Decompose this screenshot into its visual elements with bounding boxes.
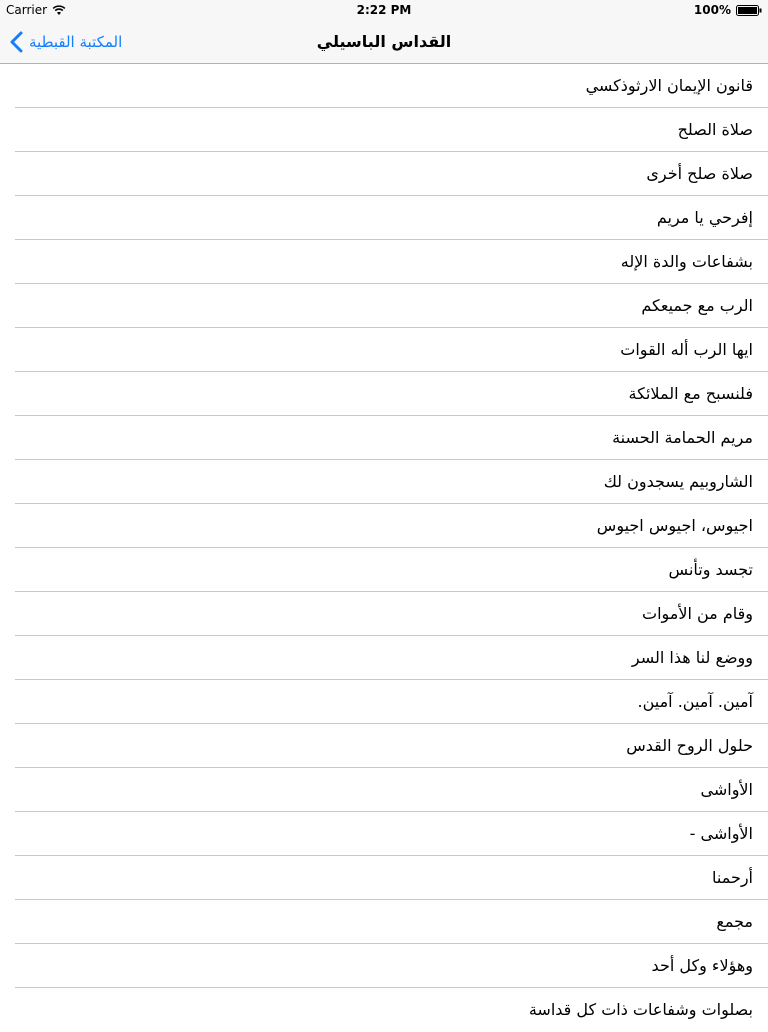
list-item[interactable] [0, 372, 768, 416]
list-item[interactable] [0, 548, 768, 592]
list-item-label: ووضع لنا هذا السر [631, 648, 753, 667]
list-item[interactable] [0, 284, 768, 328]
list-item-label: وهؤلاء وكل أحد [651, 956, 753, 975]
list-item-label: الأواشى [700, 780, 753, 799]
prayer-list [0, 64, 768, 1032]
list-item[interactable] [0, 900, 768, 944]
list-item[interactable] [0, 240, 768, 284]
list-item-label: اجيوس، اجيوس اجيوس [596, 516, 753, 535]
list-item[interactable] [0, 812, 768, 856]
list-item-label: فلنسبح مع الملائكة [628, 384, 753, 403]
list-item-label: ايها الرب أله القوات [620, 340, 753, 359]
navigation-bar [0, 20, 768, 64]
list-item-label: مريم الحمامة الحسنة [612, 428, 753, 447]
list-item-label: بشفاعات والدة الإله [620, 252, 753, 271]
list-item[interactable] [0, 152, 768, 196]
list-item-label: الشاروبيم يسجدون لك [603, 472, 753, 491]
list-item[interactable] [0, 768, 768, 812]
status-bar [0, 0, 768, 20]
list-item[interactable] [0, 504, 768, 548]
list-item-label: أرحمنا [711, 868, 753, 887]
list-item[interactable] [0, 856, 768, 900]
list-item-label: مجمع [716, 912, 753, 931]
list-item-label: حلول الروح القدس [626, 736, 753, 755]
list-item-label: الأواشى - [689, 824, 753, 843]
list-item-label: بصلوات وشفاعات ذات كل قداسة [528, 1000, 753, 1019]
battery-percent: 100% [693, 3, 731, 17]
back-button-label: المكتبة القبطية [29, 33, 123, 51]
list-item-label: تجسد وتأنس [668, 560, 753, 579]
battery-icon [736, 5, 762, 16]
list-item-label: صلاة الصلح [677, 120, 753, 139]
list-item[interactable] [0, 592, 768, 636]
list-item[interactable] [0, 196, 768, 240]
list-item[interactable] [0, 988, 768, 1032]
page-title: القداس الباسيلي [316, 32, 452, 51]
carrier-label: Carrier [6, 3, 48, 17]
list-item[interactable] [0, 460, 768, 504]
list-item-label: صلاة صلح أخرى [646, 164, 753, 183]
list-item[interactable] [0, 636, 768, 680]
list-item[interactable] [0, 416, 768, 460]
status-time: 2:22 PM [356, 3, 412, 17]
list-item-label: آمين. آمين. آمين. [637, 692, 753, 711]
list-item[interactable] [0, 724, 768, 768]
list-item-label: وقام من الأموات [642, 604, 753, 623]
list-item-label: الرب مع جميعكم [641, 296, 753, 315]
list-item-label: قانون الإيمان الارثوذكسي [585, 76, 753, 95]
list-item[interactable] [0, 108, 768, 152]
list-item[interactable] [0, 328, 768, 372]
list-item[interactable] [0, 64, 768, 108]
list-item-label: إفرحي يا مريم [656, 208, 753, 227]
list-item[interactable] [0, 944, 768, 988]
status-right [694, 3, 762, 17]
list-item[interactable] [0, 680, 768, 724]
